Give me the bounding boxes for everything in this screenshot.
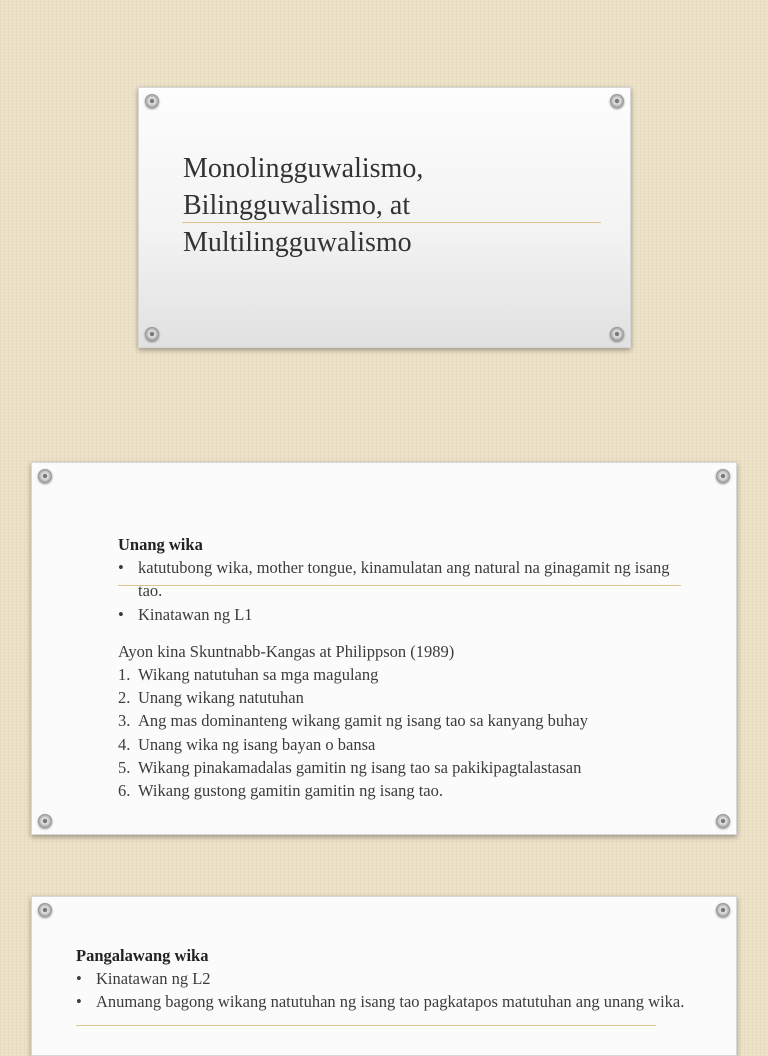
list-item: • Kinatawan ng L2 (76, 967, 706, 990)
rivet-icon (38, 469, 52, 483)
list-text: Wikang natutuhan sa mga magulang (138, 665, 379, 685)
list-number: 4. (118, 734, 131, 754)
content-divider (76, 1025, 656, 1026)
pangalawang-wika-slide (31, 896, 737, 1056)
unang-wika-slide (31, 462, 737, 835)
slide-title (183, 150, 423, 261)
list-number: 5. (118, 757, 131, 777)
numbered-list (118, 663, 688, 802)
rivet-icon (610, 327, 624, 341)
title-line: Multilingguwalismo (183, 227, 412, 258)
title-line: Monolingguwalismo, (183, 153, 424, 184)
list-number: 1. (118, 665, 131, 685)
list-item (118, 686, 688, 709)
rivet-icon (38, 814, 52, 828)
title-line: Bilingguwalismo, at (183, 190, 411, 221)
list-text: Wikang pinakamadalas gamitin ng isang tao sa pakikipagtalastasan (138, 757, 582, 777)
list-text: Unang wikang natutuhan (138, 688, 304, 708)
rivet-icon (716, 469, 730, 483)
slide-heading: Pangalawang wika (76, 946, 209, 965)
slide-content (76, 944, 706, 1014)
list-number: 2. (118, 688, 131, 708)
list-item: • katutubong wika, mother tongue, kinamulatan ang natural na ginagamit ng isang tao. (118, 556, 688, 602)
list-text: Unang wika ng isang bayan o bansa (138, 734, 376, 754)
title-slide (138, 87, 631, 348)
source-paragraph: Ayon kina Skuntnabb-Kangas at Philippson (1989) (118, 641, 455, 661)
list-item: • Anumang bagong wikang natutuhan ng isang tao pagkatapos matutuhan ang unang wika. (76, 990, 706, 1013)
list-item (118, 733, 688, 756)
list-item (118, 756, 688, 779)
list-number: 6. (118, 781, 131, 801)
list-item (118, 779, 688, 802)
rivet-icon (145, 327, 159, 341)
rivet-icon (610, 94, 624, 108)
list-text: Wikang gustong gamitin gamitin ng isang tao. (138, 781, 444, 801)
rivet-icon (716, 814, 730, 828)
rivet-icon (716, 903, 730, 917)
slide-content (118, 533, 688, 802)
rivet-icon (145, 94, 159, 108)
list-text: Ang mas dominanteng wikang gamit ng isang tao sa kanyang buhay (138, 711, 588, 731)
bullet-list (118, 556, 688, 626)
list-item (118, 709, 688, 732)
list-number: 3. (118, 711, 131, 731)
slide-heading: Unang wika (118, 535, 203, 554)
list-item (118, 663, 688, 686)
rivet-icon (38, 903, 52, 917)
list-item: • Kinatawan ng L1 (118, 603, 688, 626)
bullet-list (76, 967, 706, 1013)
